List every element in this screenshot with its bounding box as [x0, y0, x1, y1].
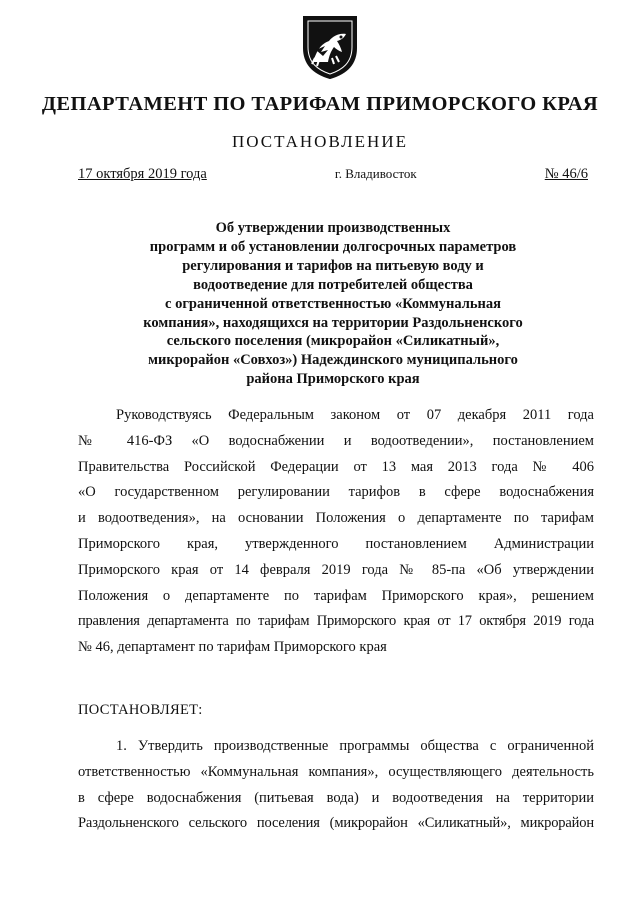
document-type: ПОСТАНОВЛЕНИЕ: [231, 132, 408, 151]
item-line: в сфере водоснабжения (питьевая вода) и водоотведения на территории: [78, 789, 594, 806]
subject-line: района Приморского края: [246, 371, 420, 388]
coat-of-arms-icon: [301, 14, 359, 80]
item-line: ответственностью «Коммунальная компания», осуществляющего деятельность: [78, 763, 594, 780]
preamble-line: № 416-ФЗ «О водоснабжении и водоотведении», постановлением: [78, 432, 594, 449]
document-city: г. Владивосток: [334, 166, 417, 181]
department-title: ДЕПАРТАМЕНТ ПО ТАРИФАМ ПРИМОРСКОГО КРАЯ: [41, 93, 599, 115]
item-line: 1. Утвердить производственные программы общества с ограниченной: [116, 738, 594, 754]
subject-line: регулирования и тарифов на питьевую воду и: [182, 257, 484, 274]
preamble-line: правления департамента по тарифам Приморского края от 17 октября 2019 года: [78, 613, 594, 630]
item-1-paragraph: [78, 734, 594, 837]
document-date: 17 октября 2019 года: [78, 166, 207, 182]
preamble-line: № 46, департамент по тарифам Приморского края: [78, 639, 387, 656]
subject-line: программ и об установлении долгосрочных параметров: [149, 238, 517, 255]
resolve-heading: ПОСТАНОВЛЯЕТ:: [78, 702, 203, 718]
preamble-line: Приморского края от 14 февраля 2019 года № 85-па «Об утверждении: [78, 561, 594, 578]
subject-line: сельского поселения (микрорайон «Силикатный»,: [166, 333, 500, 350]
subject-line: Об утверждении производственных: [215, 220, 451, 236]
document-meta: [78, 166, 588, 183]
preamble-line: Положения о департаменте по тарифам Приморского края», решением: [78, 587, 594, 604]
preamble-line: Руководствуясь Федеральным законом от 07 декабря 2011 года: [116, 407, 594, 423]
document-number: № 46/6: [544, 166, 588, 182]
item-line: Раздольненского сельского поселения (микрорайон «Силикатный», микрорайон: [78, 815, 594, 832]
preamble-line: и водоотведения», на основании Положения о департаменте по тарифам: [78, 510, 594, 527]
subject-line: микрорайон «Совхоз») Надеждинского муниципального: [148, 352, 518, 369]
preamble-line: Приморского края, утвержденного постановлением Администрации: [78, 535, 594, 552]
subject-line: компания», находящихся на территории Раздольненского: [143, 314, 523, 331]
subject-line: с ограниченной ответственностью «Коммунальная: [165, 295, 501, 312]
preamble-line: «О государственном регулировании тарифов в сфере водоснабжения: [78, 484, 594, 501]
preamble-line: Правительства Российской Федерации от 13 мая 2013 года № 406: [78, 458, 594, 475]
preamble-paragraph: [78, 403, 594, 661]
document-subject: [78, 219, 588, 389]
subject-line: водоотведение для потребителей общества: [193, 276, 473, 293]
